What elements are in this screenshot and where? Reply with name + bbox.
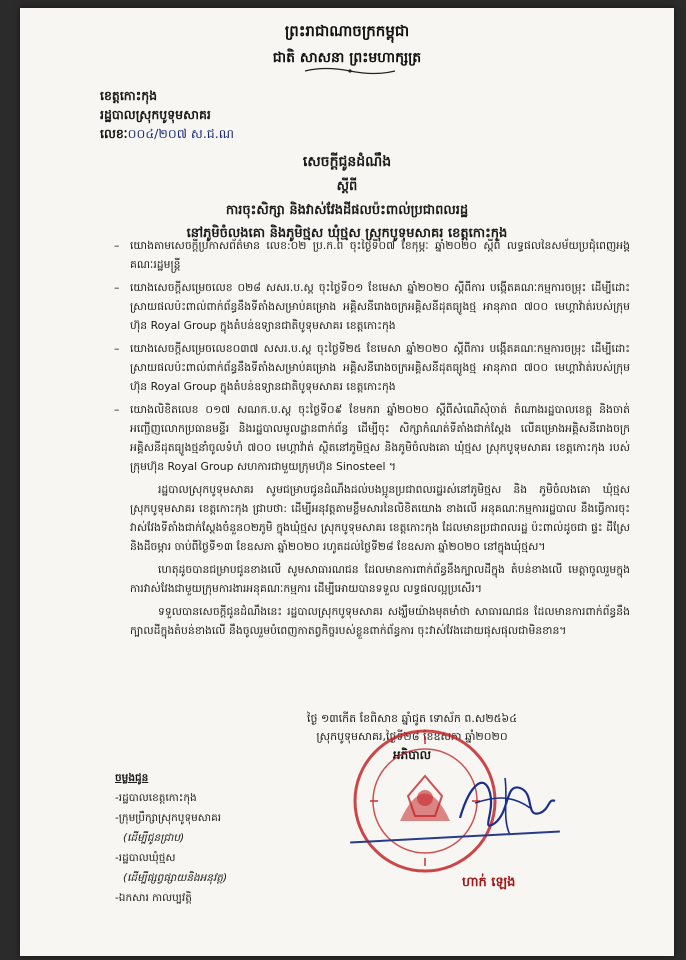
solar-date: ស្រុកបូទុមសាគរ,ថ្ងៃទី២៨ ខែឧសភា ឆ្នាំ២០២០ — [316, 730, 508, 743]
lunar-date: ថ្ងៃ ១៣កើត ខែពិសាខ ឆ្នាំជូត ទោស័ក ព.ស២៥៦៤ — [306, 712, 518, 725]
notice-paragraph: រដ្ឋបាលស្រុកបូទុមសាគរ សូមជម្រាបជូនដំណឹងដល់បងប្អូនប្រជាពលរដ្ឋរស់នៅភូមិថ្មស និង ភូមិចំលងគោ ឃុំថ្មស ស្រុកបូទុមសាគរ ខេត្តកោះកុង ជ្រាបថា: ដើម្បីអនុវត្តតាមខ្លឹមសារនៃលិខិតយោង ខាងលើ អនុគណៈកម្មការរដ្ឋបាល នឹងធ្វើការចុះវាស់វែងទីតាំងជាក់ស្តែងចំនួន០២ភូមិ ក្នុងឃុំថ្មស ស្រុកបូទុមសាគរ ខេត្តកោះកុង ដែលមានប្រជាពលរដ្ឋ ប៉ះពាល់ដូចជា ផ្ទះ ដីស្រែ និងដីចម្ការ ចាប់ពីថ្ងៃទី១៣ ខែឧសភា ឆ្នាំ២០២០ រហូតដល់ថ្ងៃទី២៨ ខែឧសភា ឆ្នាំ២០២០ នៅក្នុងឃុំថ្មស។ — [130, 483, 630, 553]
issuer-district: រដ្ឋបាលស្រុកបូទុមសាគរ — [100, 107, 211, 122]
ref-value: ០០៤/២០៧ ស.ជ.ណ — [127, 126, 234, 141]
doc-title: សេចក្តីជូនដំណឹង — [302, 154, 392, 170]
doc-subject: ការចុះសិក្សា និងវាស់វែងដីផលប៉ះពាល់ប្រជាពលរដ្ឋ — [225, 203, 469, 218]
closing-paragraph: ទទួលបានសេចក្តីជូនដំណឹងនេះ រដ្ឋបាលស្រុកបូទុមសាគរ សង្ឃឹមយ៉ាងមុតមាំថា សាធារណជន ដែលមានការពាក់ព័ន្ធនឹងក្បាលដីក្នុងតំបន់ខាងលើ នឹងចូលរួមបំពេញកាតព្វកិច្ចរបស់ខ្លួនពាក់ព័ន្ធការ ចុះវាស់វែងដោយផុសផុលជាមិនខាន។ — [130, 605, 630, 637]
kingdom-motto: ជាតិ សាសនា ព្រះមហាក្សត្រ — [272, 50, 422, 66]
document-body — [130, 236, 630, 644]
signer-title: អភិបាល — [392, 748, 432, 762]
reference-paragraph-3: – យោងសេចក្តីសម្រេចលេខ០៣៧ សសរ.ប.ស្ត ចុះថ្ងៃទី២៥ ខែមេសា ឆ្នាំ២០២០ ស្តីពីការ បង្កើតគណៈកម្មការចម្រុះ ដើម្បីដោះស្រាយផលប៉ះពាល់ពាក់ព័ន្ធនឹងទីតាំងសម្រាប់គម្រោង អគ្គិសនីរោងចក្រអគ្គិសនីដុតធ្យូងថ្ម អានុភាព ៧០០ មេហ្គាវ៉ាត់របស់ក្រុមហ៊ុន Royal Group ក្នុងតំបន់ឧទ្យានជាតិបូទុមសាគរ ខេត្តកោះកុង — [130, 339, 630, 396]
recipient-item: -រដ្ឋបាលឃុំថ្មស — [115, 852, 176, 864]
kingdom-header — [20, 22, 674, 69]
ref-label: លេខៈ — [100, 126, 128, 141]
reference-number — [100, 124, 234, 143]
issuer-province: ខេត្តកោះកុង — [100, 88, 158, 103]
reference-paragraph-4: – យោងលិខិតលេខ ០១៧ សណក.ប.ស្ត ចុះថ្ងៃទី០៩ ខែមករា ឆ្នាំ២០២០ ស្តីពីសំណើសុំចាត់ តំណាងរដ្ឋបាលខេត្ត និងចាត់អញ្ជើញលោកប្រធានមន្ទីរ និងរដ្ឋបាលមូលដ្ឋានពាក់ព័ន្ធ ដើម្បីចុះ សិក្សាកំណត់ទីតាំងជាក់ស្តែង លើគម្រោងអគ្គិសនីរោងចក្រអគ្គិសនីដុតធ្យូងថ្មនាំចូលទំហំ ៧០០ មេហ្គាវ៉ាត់ ស្ថិតនៅភូមិថ្មស និងភូមិចំលងគោ ឃុំថ្មស ស្រុកបូទុមសាគរ ខេត្តកោះកុង របស់ក្រុមហ៊ុន Royal Group សហការជាមួយក្រុមហ៊ុន Sinosteel ។ — [130, 400, 630, 476]
recipients-heading: ចម្លងជូន — [115, 772, 149, 784]
recipient-note: (ដើម្បីផ្សព្វផ្សាយនិងអនុវត្ត) — [123, 872, 228, 884]
request-paragraph: ហេតុដូចបានជម្រាបជូនខាងលើ សូមសាធារណជន ដែលមានការពាក់ព័ន្ធនឹងក្បាលដីក្នុង តំបន់ខាងលើ មេត្តាចូលរួមក្នុងការវាស់វែងជាមួយក្រុមការងារអនុគណៈកម្មការ ដើម្បីអោយបានទទួល លទ្ធផលល្អប្រសើរ។ — [130, 563, 630, 595]
recipients-block — [115, 768, 227, 908]
recipient-item: -រដ្ឋបាលខេត្តកោះកុង — [115, 792, 197, 804]
ornament-divider — [300, 66, 400, 76]
document-title-block — [20, 152, 674, 244]
reference-paragraph-1: – យោងតាមសេចក្តីប្រកាសព័ត៌មាន លេខ:០២ ប្រ.ក.ព ចុះថ្ងៃទី០៧ ខែកុម្ភៈ ឆ្នាំ២០២០ ស្តីពី លទ្ធផលនៃសម័យប្រជុំពេញអង្គគណៈរដ្ឋមន្ត្រី — [130, 236, 630, 274]
kingdom-title: ព្រះរាជាណាចក្រកម្ពុជា — [284, 22, 410, 40]
signer-name: ហាក់ ឡេង — [462, 875, 516, 890]
reference-paragraph-2: – យោងសេចក្តីសម្រេចលេខ ០២៨ សសរ.ប.ស្ត ចុះថ្ងៃទី០១ ខែមេសា ឆ្នាំ២០២០ ស្តីពីការ បង្កើតគណៈកម្មការចម្រុះ ដើម្បីដោះស្រាយផលប៉ះពាល់ពាក់ព័ន្ធនឹងទីតាំងសម្រាប់គម្រោង អគ្គិសនីរោងចក្រអគ្គិសនីដុតធ្យូងថ្ម អានុភាព ៧០០ មេហ្គាវ៉ាត់របស់ក្រុមហ៊ុន Royal Group ក្នុងតំបន់ឧទ្យានជាតិបូទុមសាគរ ខេត្តកោះកុង — [130, 278, 630, 335]
doc-subject-label: ស្តីពី — [336, 179, 358, 194]
recipient-item: -ឯកសារ កាលប្បវត្តិ — [115, 892, 192, 904]
recipient-item: -ក្រុមប្រឹក្សាស្រុកបូទុមសាគរ — [115, 812, 222, 824]
document-page — [20, 8, 674, 956]
issuer-block — [100, 86, 234, 143]
recipient-note: (ដើម្បីជូនជ្រាប) — [123, 832, 185, 844]
doc-location: នៅភូមិចំលងគោ និងភូមិថ្មស ឃុំថ្មស ស្រុកបូទុមសាគរ ខេត្តកោះកុង — [186, 226, 508, 241]
date-block — [20, 710, 674, 764]
